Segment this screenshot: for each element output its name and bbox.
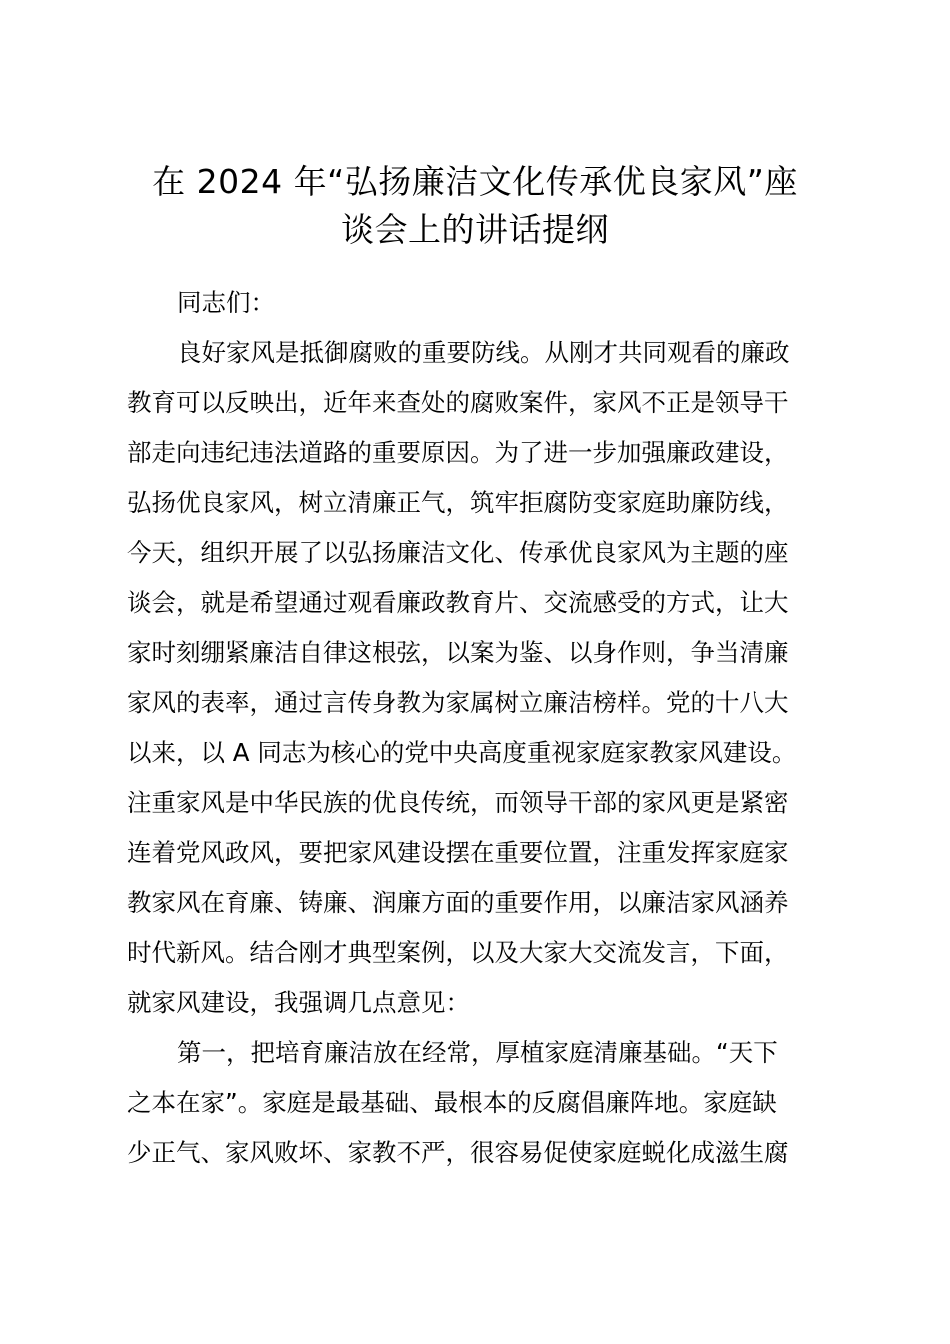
- paragraph-line: 教育可以反映出，近年来查处的腐败案件，家风不正是领导干: [127, 388, 789, 417]
- title-line-1: 在 2024 年“弘扬廉洁文化传承优良家风”座: [152, 162, 798, 201]
- paragraph-line: 今天，组织开展了以弘扬廉洁文化、传承优良家风为主题的座: [127, 538, 789, 567]
- paragraph-1: [127, 328, 831, 1028]
- paragraph-line: 家风的表率，通过言传身教为家属树立廉洁榜样。党的十八大: [127, 688, 789, 717]
- document-title: [120, 158, 830, 254]
- paragraph-line: 谈会，就是希望通过观看廉政教育片、交流感受的方式，让大: [127, 588, 789, 617]
- paragraph-line: 部走向违纪违法道路的重要原因。为了进一步加强廉政建设，: [127, 438, 789, 467]
- paragraph-line: 连着党风政风，要把家风建设摆在重要位置，注重发挥家庭家: [127, 838, 789, 867]
- paragraph-line: 就家风建设，我强调几点意见：: [127, 988, 470, 1017]
- paragraph-line: 家时刻绷紧廉洁自律这根弦，以案为鉴、以身作则，争当清廉: [127, 638, 789, 667]
- paragraph-line: 第一，把培育廉洁放在经常，厚植家庭清廉基础。“天下: [177, 1038, 778, 1067]
- title-line-2: 谈会上的讲话提纲: [341, 210, 609, 249]
- paragraph-line: 注重家风是中华民族的优良传统，而领导干部的家风更是紧密: [127, 788, 789, 817]
- paragraph-2: [127, 1028, 831, 1178]
- paragraph-line: 之本在家”。家庭是最基础、最根本的反腐倡廉阵地。家庭缺: [127, 1088, 777, 1117]
- paragraph-line: 教家风在育廉、铸廉、润廉方面的重要作用，以廉洁家风涵养: [127, 888, 789, 917]
- paragraph-line: 少正气、家风败坏、家教不严，很容易促使家庭蜕化成滋生腐: [127, 1138, 789, 1167]
- paragraph-line: 以来，以 A 同志为核心的党中央高度重视家庭家教家风建设。: [127, 738, 797, 767]
- document-body: [127, 278, 831, 1178]
- paragraph-line: 弘扬优良家风，树立清廉正气，筑牢拒腐防变家庭助廉防线，: [127, 488, 789, 517]
- paragraph-line: 时代新风。结合刚才典型案例，以及大家大交流发言，下面，: [127, 938, 789, 967]
- paragraph-line: 良好家风是抵御腐败的重要防线。从刚才共同观看的廉政: [177, 338, 790, 367]
- salutation: 同志们：: [177, 288, 275, 317]
